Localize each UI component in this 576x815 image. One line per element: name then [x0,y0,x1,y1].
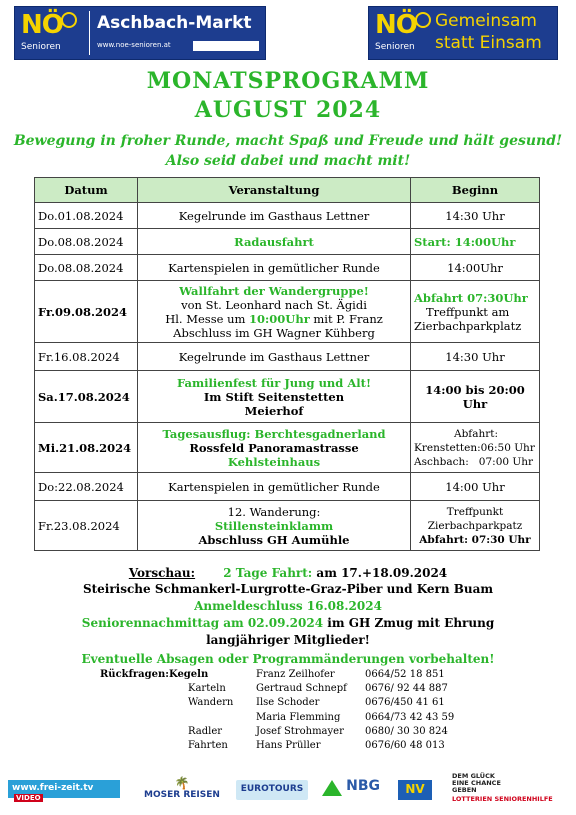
preview-line2: Steirische Schmankerl-Lurgrotte-Graz-Piber und Kern Buam [82,582,494,596]
logo-sponsor-strip [193,41,259,51]
logo-nbg [322,778,380,800]
circle-icon [415,12,431,28]
table-row [35,203,540,229]
page-subtitle-month: AUGUST 2024 [194,97,382,123]
senioren-label-right: Senioren [375,42,415,52]
preview-line1 [0,566,576,580]
lotterien-line: GEBEN [452,786,477,794]
triangle-icon [322,780,342,796]
row-time: 14:30 Uhr [411,203,540,229]
palm-icon: 🌴 [174,776,190,790]
row-date: Do.01.08.2024 [35,203,138,229]
contacts-list [100,668,480,753]
time-line: Zierbachparkplatz [414,318,522,333]
contact-role: Kegeln [168,669,209,680]
contact-row [120,682,480,696]
row-event: Kartenspielen in gemütlicher Runde [138,255,411,281]
row-date: Do:22.08.2024 [35,473,138,501]
row-date: Sa.17.08.2024 [35,371,138,423]
row-date: Fr.16.08.2024 [35,343,138,371]
table-row [35,255,540,281]
event-title: Stillensteinklamm [214,518,334,533]
preview-trip-date: am 17.+18.09.2024 [316,566,448,580]
contact-name: Gertraud Schnepf [256,683,347,695]
contact-phone: 0676/ 92 44 887 [365,683,448,695]
row-time: 14:00Uhr [411,255,540,281]
row-event: Kegelrunde im Gasthaus Lettner [138,343,411,371]
header-veranstaltung: Veranstaltung [138,178,411,203]
motto-line1: Bewegung in froher Runde, macht Spaß und Freude und hält gesund! [13,133,563,149]
contact-name: Franz Zeilhofer [256,669,335,680]
event-line: Rossfeld Panoramastrasse [189,440,359,455]
lotterien-line: LOTTERIEN SENIORENHILFE [452,795,553,803]
contact-row [120,711,480,725]
table-header-row [35,178,540,203]
contacts-label: Rückfragen: [100,669,169,680]
contact-row [100,668,480,682]
senioren-label: Senioren [21,42,61,52]
contact-row [120,739,480,753]
logo-url: www.noe-senioren.at [97,41,171,49]
logo-nv [398,780,432,800]
logo-divider [89,11,90,55]
contact-phone: 0676/450 41 61 [365,697,445,709]
table-row [35,473,540,501]
preview-afternoon-venue: im GH Zmug mit Ehrung [323,616,495,630]
table-row [35,423,540,473]
event-line: Im Stift Seitenstetten [203,389,345,404]
noe-brand: NÖ [21,10,63,40]
slogan-line2: statt Einsam [435,33,542,53]
event-time-highlight: 10:00Uhr [249,311,310,326]
table-row [35,343,540,371]
logo-eurotours [236,780,308,800]
time-line: Aschbach: 07:00 Uhr [414,455,534,468]
event-line: Abschluss im GH Wagner Kühberg [173,325,375,340]
time-line: Abfahrt 07:30Uhr [414,290,528,305]
freizeit-url: www.frei-zeit.tv [12,783,94,793]
row-time: Start: 14:00Uhr [411,229,540,255]
table-row [35,501,540,551]
row-event [138,423,411,473]
contact-phone: 0664/52 18 851 [365,669,445,680]
contact-name: Josef Strohmayer [256,725,344,737]
header-beginn: Beginn [411,178,540,203]
circle-icon [61,12,77,28]
lotterien-line: DEM GLÜCK [452,772,495,780]
row-event [138,501,411,551]
contact-role: Wandern [188,697,234,709]
logo-aschbach-markt [14,6,266,60]
event-title: Tagesausflug: Berchtesgadnerland [162,426,386,441]
noe-brand-right: NÖ [375,10,417,40]
slogan-line1: Gemeinsam [435,11,537,31]
row-event: Radausfahrt [138,229,411,255]
contact-phone: 0664/73 42 43 59 [365,711,455,723]
contact-role: Fahrten [188,739,228,751]
logo-gemeinsam-statt-einsam [368,6,558,60]
noe-senioren-badge [19,10,85,56]
row-time [411,423,540,473]
contact-row [120,696,480,710]
table-row [35,229,540,255]
time-line: Krenstetten:06:50 Uhr [414,441,535,454]
row-date: Do.08.08.2024 [35,255,138,281]
page-title: MONATSPROGRAMM [146,68,430,94]
preview-trip-label: 2 Tage Fahrt: [223,566,313,580]
row-time [411,501,540,551]
row-date: Do.08.08.2024 [35,229,138,255]
preview-disclaimer: Eventuelle Absagen oder Programmänderungen vorbehalten! [81,652,495,666]
table-row [35,281,540,343]
noe-senioren-badge-right [373,10,439,56]
logo-freizeit-tv [8,780,120,802]
logo-lotterien [452,773,568,807]
event-line: Abschluss GH Aumühle [198,532,350,547]
motto-line2: Also seid dabei und macht mit! [165,153,411,169]
contact-name: Hans Prüller [256,739,321,751]
nv-label: NV [405,782,425,796]
time-line: Treffpunkt am [426,304,510,319]
event-line [141,312,407,326]
preview-afternoon: Seniorennachmittag am 02.09.2024 [81,616,324,630]
row-time [411,281,540,343]
time-line: Zierbachparkpatz [427,519,523,532]
contact-name: Maria Flemming [256,711,341,723]
event-text: mit P. Franz [309,311,383,326]
row-date: Mi.21.08.2024 [35,423,138,473]
row-event: Kartenspielen in gemütlicher Runde [138,473,411,501]
preview-label: Vorschau: [128,566,196,580]
event-line: Kehlsteinhaus [227,454,321,469]
moser-label: MOSER REISEN [144,790,220,800]
nbg-label: NBG [346,778,380,794]
contact-name: Ilse Schoder [256,697,320,709]
event-text: Hl. Messe um [165,311,250,326]
preview-line4 [0,616,576,630]
contact-role: Radler [188,725,223,737]
row-date: Fr.23.08.2024 [35,501,138,551]
row-date: Fr.09.08.2024 [35,281,138,343]
freizeit-video-tag: VIDEO [16,794,41,802]
lotterien-line: EINE CHANCE [452,779,501,787]
preview-deadline: Anmeldeschluss 16.08.2024 [194,599,382,613]
time-line: Abfahrt: [454,427,498,440]
event-title: Familienfest für Jung und Alt! [177,375,371,390]
preview-line5: langjähriger Mitglieder! [206,633,370,647]
time-line: Treffpunkt [446,505,504,518]
row-event [138,371,411,423]
time-line: Abfahrt: 07:30 Uhr [419,533,531,546]
row-time: 14:00 Uhr [411,473,540,501]
event-line: Meierhof [244,403,304,418]
logo-title: Aschbach-Markt [97,13,252,33]
logo-moser-reisen [136,776,228,798]
header-datum: Datum [35,178,138,203]
contact-phone: 0676/60 48 013 [365,739,445,751]
program-table [34,177,540,551]
table-row [35,371,540,423]
contact-row [120,725,480,739]
eurotours-label: EUROTOURS [240,784,304,794]
row-event [138,281,411,343]
row-time: 14:30 Uhr [411,343,540,371]
event-line: 12. Wanderung: [227,504,321,519]
contact-phone: 0680/ 30 30 824 [365,725,448,737]
row-time: 14:00 bis 20:00 Uhr [411,371,540,423]
event-title: Wallfahrt der Wandergruppe! [179,283,369,298]
event-line: von St. Leonhard nach St. Ägidi [181,297,367,312]
row-event: Kegelrunde im Gasthaus Lettner [138,203,411,229]
contact-role: Karteln [188,683,226,695]
